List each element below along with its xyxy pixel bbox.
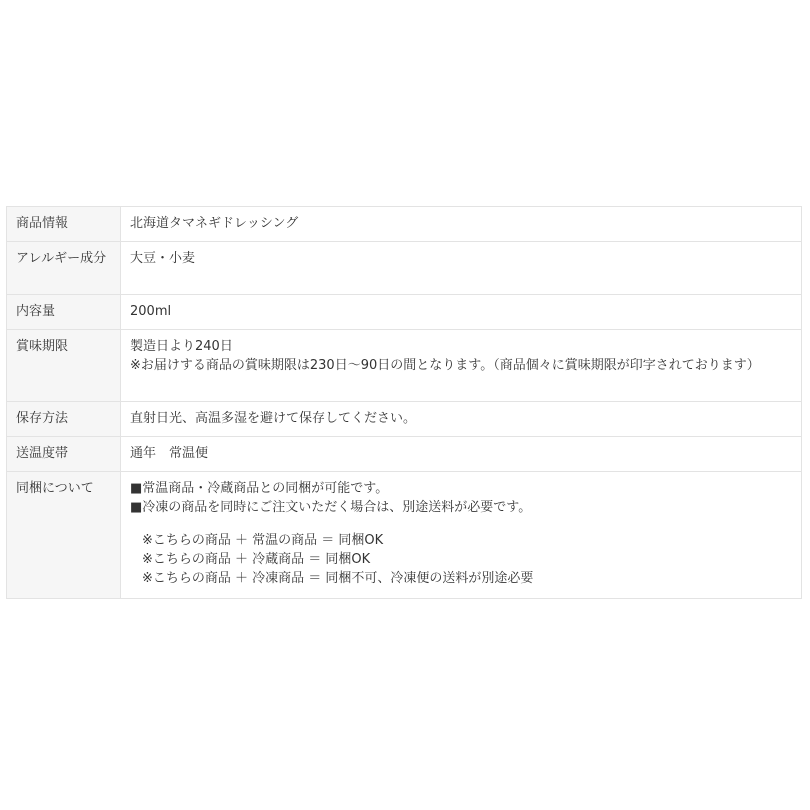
bundling-note: ※こちらの商品 ＋ 常温の商品 ＝ 同梱OK <box>142 533 384 548</box>
spec-label: 賞味期限 <box>7 330 121 402</box>
spec-value-line: ■冷凍の商品を同時にご注文いただく場合は、別途送料が必要です。 <box>130 500 532 515</box>
spec-value <box>121 207 802 242</box>
spec-value <box>121 330 802 402</box>
spec-value-line: 通年 常温便 <box>130 446 209 461</box>
product-spec-table <box>6 206 802 599</box>
spec-value-note: ※お届けする商品の賞味期限は230日〜90日の間となります。（商品個々に賞味期限が印字されております） <box>130 358 760 373</box>
spec-row-product-info <box>7 207 802 242</box>
spec-label: アレルギー成分 <box>7 242 121 295</box>
spec-value-line: 直射日光、高温多湿を避けて保存してください。 <box>130 411 417 426</box>
spec-row-shipping-temperature <box>7 437 802 472</box>
spec-value <box>121 402 802 437</box>
spec-row-storage <box>7 402 802 437</box>
spec-label: 商品情報 <box>7 207 121 242</box>
spec-value-line: 北海道タマネギドレッシング <box>130 216 299 231</box>
spec-row-allergy <box>7 242 802 295</box>
spec-label: 同梱について <box>7 472 121 599</box>
spec-label: 保存方法 <box>7 402 121 437</box>
spec-value-line: 大豆・小麦 <box>130 251 196 266</box>
spec-value <box>121 437 802 472</box>
bundling-note: ※こちらの商品 ＋ 冷凍商品 ＝ 同梱不可、冷凍便の送料が別途必要 <box>142 571 534 586</box>
spec-value <box>121 472 802 599</box>
spec-row-volume <box>7 295 802 330</box>
spec-value-line: ■常温商品・冷蔵商品との同梱が可能です。 <box>130 481 389 496</box>
spec-row-bundling <box>7 472 802 599</box>
spec-value-line: 製造日より240日 <box>130 339 233 354</box>
spec-value-line: 200ml <box>130 304 172 319</box>
bundling-note: ※こちらの商品 ＋ 冷蔵商品 ＝ 同梱OK <box>142 552 371 567</box>
spec-value <box>121 295 802 330</box>
spec-label: 送温度帯 <box>7 437 121 472</box>
spacer <box>130 517 792 531</box>
spec-row-best-before <box>7 330 802 402</box>
spec-value <box>121 242 802 295</box>
spec-label: 内容量 <box>7 295 121 330</box>
